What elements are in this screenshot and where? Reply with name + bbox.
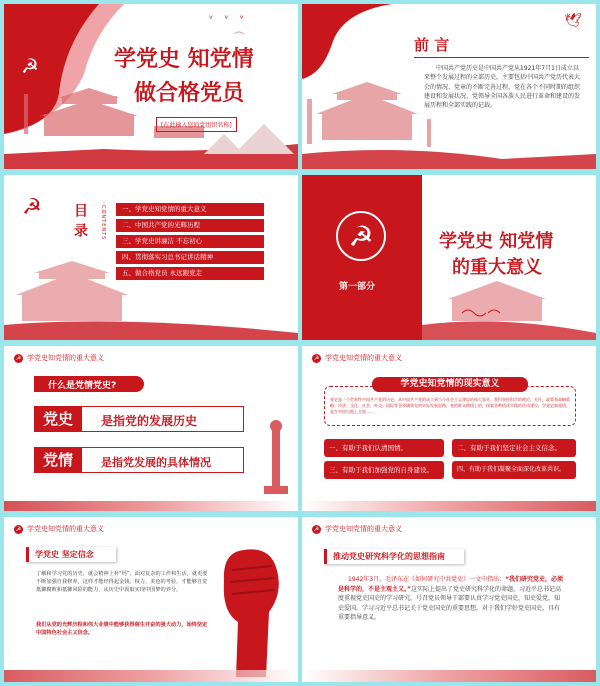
cover-title-line-2: 做合格党员 [134, 81, 245, 106]
bottom-band [4, 670, 298, 682]
point-item: 三、有助于我们加强党的自身建设。 [324, 461, 444, 479]
point-item: 一、有助于我们认清国情。 [324, 439, 444, 457]
birds-decoration: ᵛ ᵛ ᵛ [209, 14, 248, 25]
definition-desc: 是指党的发展历史 [101, 414, 198, 428]
contents-item[interactable]: 二、中国共产党的光辉历程 [116, 219, 264, 232]
contents-item[interactable]: 一、学党史知党情的重大意义 [116, 203, 264, 216]
cover-title-line-1: 学党史 知党情 [114, 47, 254, 72]
preface-heading: 前 言 [414, 36, 450, 54]
contents-side-label: CONTENTS [100, 205, 106, 241]
raised-fist-icon [214, 542, 294, 677]
guideline-title-tab: 推动党史研究科学化的思想指南 [324, 549, 464, 564]
slide-5-what-is[interactable] [4, 346, 298, 511]
slide-header [312, 524, 402, 534]
hammer-sickle-icon: ☭ [313, 525, 320, 533]
definition-key: 党情 [34, 447, 82, 473]
slide-1-cover[interactable] [4, 4, 298, 169]
part-one-background-art [302, 175, 596, 340]
significance-body: 党史是一个世界性中国共产党的历史，从中国共产党的成立到当今社会主义建设的伟大事业，我们坚持科学的理论、方针，政策和战略策略；经济、文化、社会、外交、国际等各领域领先的实际发展思路，党的群众路线上的，探索各种情况实践的作风建设，学党史知党情，是在中国大地上全面…… [330, 397, 570, 414]
slide-header-text: 学党史知党情的重大意义 [325, 525, 402, 533]
monument-decoration [256, 416, 296, 496]
hammer-sickle-icon: ☭ [15, 525, 22, 533]
hammer-sickle-icon: ☭ [336, 211, 386, 261]
part-one-title-line-2: 的重大意义 [452, 257, 542, 278]
contents-title: 目录 [72, 203, 88, 243]
slide-header [14, 353, 104, 363]
significance-title: 学党史知党情的现实意义 [372, 377, 528, 392]
contents-item[interactable]: 三、学党史讲廉洁 不忘初心 [116, 235, 264, 248]
belief-emphasis: 我们从党的光辉历程和伟大业绩中能够获得催生并奋的强大动力，始终坚定中国特色社会主义信念。 [36, 622, 208, 637]
slide-header-text: 学党史知党情的重大意义 [325, 354, 402, 362]
point-item: 二、有助于我们坚定社会主义信念。 [452, 439, 576, 457]
definition-row [34, 406, 244, 432]
preface-heading-underline [414, 57, 589, 58]
contents-item[interactable]: 五、做合格党员 永远跟党走 [116, 267, 264, 280]
slide-4-part-one[interactable] [302, 175, 596, 340]
hammer-sickle-icon: ☭ [15, 354, 22, 362]
guideline-text-block [338, 575, 564, 623]
guideline-quote: “我们研究党史，必须是科学的，不是主观主义。” [338, 576, 564, 593]
cover-subtitle-box[interactable]: [在此输入您的党组织名称] [156, 117, 237, 132]
hammer-sickle-icon: ☭ [21, 54, 39, 78]
slide-header [312, 353, 402, 363]
dove-icon: 🕊 [564, 13, 582, 29]
part-label: 第一部分 [339, 282, 376, 292]
belief-body: 了解和学习党的历史，就会精神上补“钙”，面对复杂的工作和生活，就更要不断加强自我修养。这样才能经得起金钱、权力、美色的考验，才能够自觉抵御腐败和抵御风险的能力，从历史中汲取实现中国梦的养分。 [36, 571, 208, 594]
guideline-body: 这实际上提出了党史研究科学化的命题。习近平总书记高度重视党史国史的学习研究，号召党员领导干部要认真学习党史国史，知史爱党，知史爱国。学习习近平总书记关于党史国史的重要思想，对于我们学好党史国史，具有重要指导意义。 [338, 585, 561, 622]
definition-desc: 是指党发展的具体情况 [101, 456, 211, 469]
point-item: 四、有助于我们凝聚全面深化改革共识。 [452, 461, 576, 479]
bottom-band [302, 670, 596, 682]
slide-8-guideline[interactable] [302, 517, 596, 682]
belief-title-tab: 学党史 坚定信念 [26, 547, 116, 562]
slide-header-text: 学党史知党情的重大意义 [27, 354, 104, 362]
question-text: 什么是党情党史? [48, 381, 117, 391]
contents-list [116, 203, 264, 280]
contents-item[interactable]: 四、贯彻落实习总书记讲话精神 [116, 251, 264, 264]
slide-7-firm-belief[interactable] [4, 517, 298, 682]
bottom-band [4, 501, 298, 511]
slide-header-text: 学党史知党情的重大意义 [27, 525, 104, 533]
slide-header [14, 524, 104, 534]
slide-3-contents[interactable] [4, 175, 298, 340]
preface-body-text: 中国共产党历史是中国共产党从1921年7月1日成立以来整个发展过程的全部历史，主要包括中国共产党历代表大会的情况、党章的不断完善过程、党在各个不同时期的组织建设和发展状况、党领导全国各族人民进行革命和建设的发展历程和全部实践的记载。 [424, 65, 581, 110]
slide-6-significance[interactable] [302, 346, 596, 511]
slide-2-preface[interactable] [302, 4, 596, 169]
bottom-band [302, 501, 596, 511]
definition-row [34, 447, 244, 473]
hammer-sickle-icon: ☭ [22, 194, 42, 220]
hammer-sickle-icon: ☭ [313, 354, 320, 362]
guideline-quote-lead: 1942年3月，毛泽东在《如何研究中共党史》一文中指出： [348, 576, 506, 583]
definition-key: 党史 [34, 406, 82, 432]
part-one-title-line-1: 学党史 知党情 [439, 231, 554, 252]
